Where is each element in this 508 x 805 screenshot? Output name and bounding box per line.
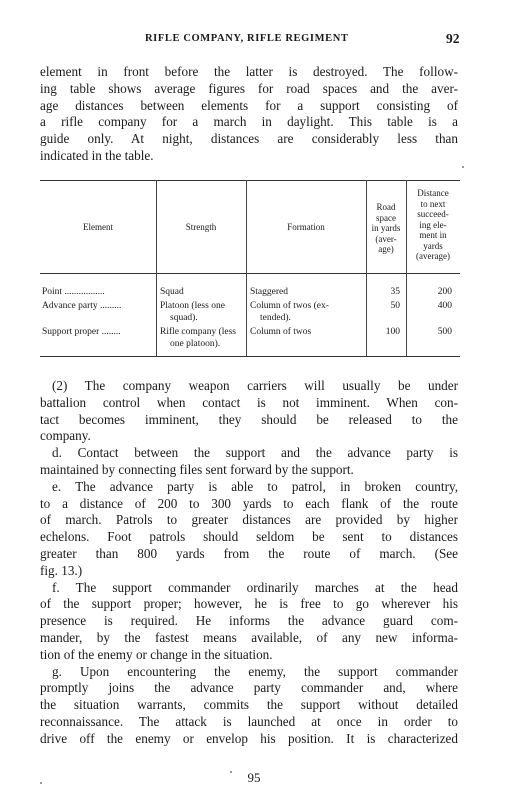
cell-line: squad).	[170, 312, 198, 323]
cell-element: Advance party .........	[42, 301, 122, 311]
header-line: in yards	[371, 223, 401, 233]
cell-formation: Column of twos	[250, 327, 312, 337]
text-line: company.	[40, 428, 91, 444]
intro-paragraph	[40, 64, 458, 165]
header-road-space	[366, 202, 406, 255]
header-rule	[40, 273, 460, 274]
text-line: greater than 800 yards from the route of march. (See	[40, 545, 458, 561]
text-line: of march. Patrols to greater distances are provided by higher	[40, 512, 458, 528]
table-top-rule	[40, 180, 460, 181]
text-line: mander, by the fastest means available, of any new informa-	[40, 629, 458, 645]
text-line: element in front before the latter is destroyed. The follow-	[40, 64, 458, 79]
header-line: ing ele-	[419, 219, 447, 230]
cell-strength: Squad	[160, 287, 184, 297]
text-line: a rifle company for a march in daylight. This table is a	[40, 114, 458, 130]
header-line: Road	[376, 202, 396, 212]
header-line: Distance	[417, 188, 449, 198]
text-line: to a distance of 200 to 300 yards to each flank of the route	[40, 495, 458, 511]
cell-line: Rifle company (less	[160, 327, 236, 337]
cell-distance: 400	[437, 301, 452, 311]
text-line: reconnaissance. The attack is launched at once in order to	[40, 713, 458, 729]
folio-number: 95	[247, 770, 261, 785]
cell-line: tended).	[260, 312, 291, 323]
scan-speck	[462, 166, 464, 168]
text-line: maintained by connecting files sent forward by the support.	[40, 461, 354, 477]
header-line: (average)	[416, 251, 450, 261]
cell-road-space: 50	[390, 301, 400, 311]
text-line: guide only. At night, distances are considerably less than	[40, 131, 458, 147]
text-line: g. Upon encountering the enemy, the support commander	[52, 663, 458, 679]
text-line: of the support proper; however, he is free to go wherever his	[40, 596, 458, 612]
text-line: age distances between elements for a support consisting of	[40, 97, 458, 113]
text-line: (2) The company weapon carriers will usually be under	[52, 378, 458, 393]
text-line: drive off the enemy or envelop his position. It is characterized	[40, 730, 458, 746]
text-line: fig. 13.)	[40, 562, 83, 578]
header-line: succeed-	[417, 209, 449, 219]
text-line: d. Contact between the support and the advance party is	[52, 445, 458, 461]
running-head-title: RIFLE COMPANY, RIFLE REGIMENT	[145, 33, 349, 44]
text-line: promptly joins the advance party commander and, where	[40, 680, 458, 696]
scan-speck	[40, 782, 42, 784]
header-element: Element	[83, 222, 113, 232]
cell-formation: Staggered	[250, 287, 288, 297]
cell-distance: 200	[437, 287, 452, 297]
page-number: 92	[446, 31, 460, 46]
cell-formation	[250, 301, 364, 324]
running-head	[0, 33, 508, 51]
column-divider	[156, 180, 157, 356]
header-line: space	[376, 212, 396, 223]
header-line: age)	[378, 244, 394, 254]
header-line: ment in	[419, 230, 447, 240]
cell-line: one platoon).	[170, 338, 221, 349]
header-line: to next	[420, 198, 446, 209]
text-line: ing table shows average figures for road spaces and the aver-	[40, 80, 458, 96]
text-line: indicated in the table.	[40, 147, 154, 163]
cell-line: Column of twos (ex-	[250, 301, 329, 311]
header-strength: Strength	[185, 222, 217, 232]
header-distance	[406, 188, 460, 262]
cell-strength	[160, 301, 244, 324]
header-line: yards	[423, 240, 443, 251]
cell-element: Support proper ........	[42, 327, 121, 337]
cell-element: Point .................	[42, 287, 105, 297]
header-formation: Formation	[287, 222, 325, 232]
body-text	[40, 378, 458, 748]
text-line: the situation warrants, commits the support without detailed	[40, 697, 458, 713]
text-line: echelons. Foot patrols should seldom be sent to distances	[40, 529, 458, 545]
text-line: f. The support commander ordinarily marches at the head	[52, 579, 458, 595]
cell-distance: 500	[437, 327, 452, 337]
cell-road-space: 35	[390, 287, 400, 297]
table-bottom-rule	[40, 356, 460, 357]
text-line: battalion control when contact is not imminent. When con-	[40, 394, 458, 410]
text-line: tion of the enemy or change in the situation.	[40, 646, 273, 662]
scan-speck	[230, 771, 232, 773]
text-line: e. The advance party is able to patrol, in broken country,	[52, 478, 458, 494]
cell-road-space: 100	[385, 327, 400, 337]
text-line: presence is required. He informs the advance guard com-	[40, 613, 458, 629]
cell-strength	[160, 327, 244, 350]
text-line: tact becomes imminent, they should be released to the	[40, 411, 458, 427]
column-divider	[246, 180, 247, 356]
march-table	[40, 180, 460, 358]
header-line: (aver-	[375, 233, 397, 244]
cell-line: Platoon (less one	[160, 301, 225, 311]
